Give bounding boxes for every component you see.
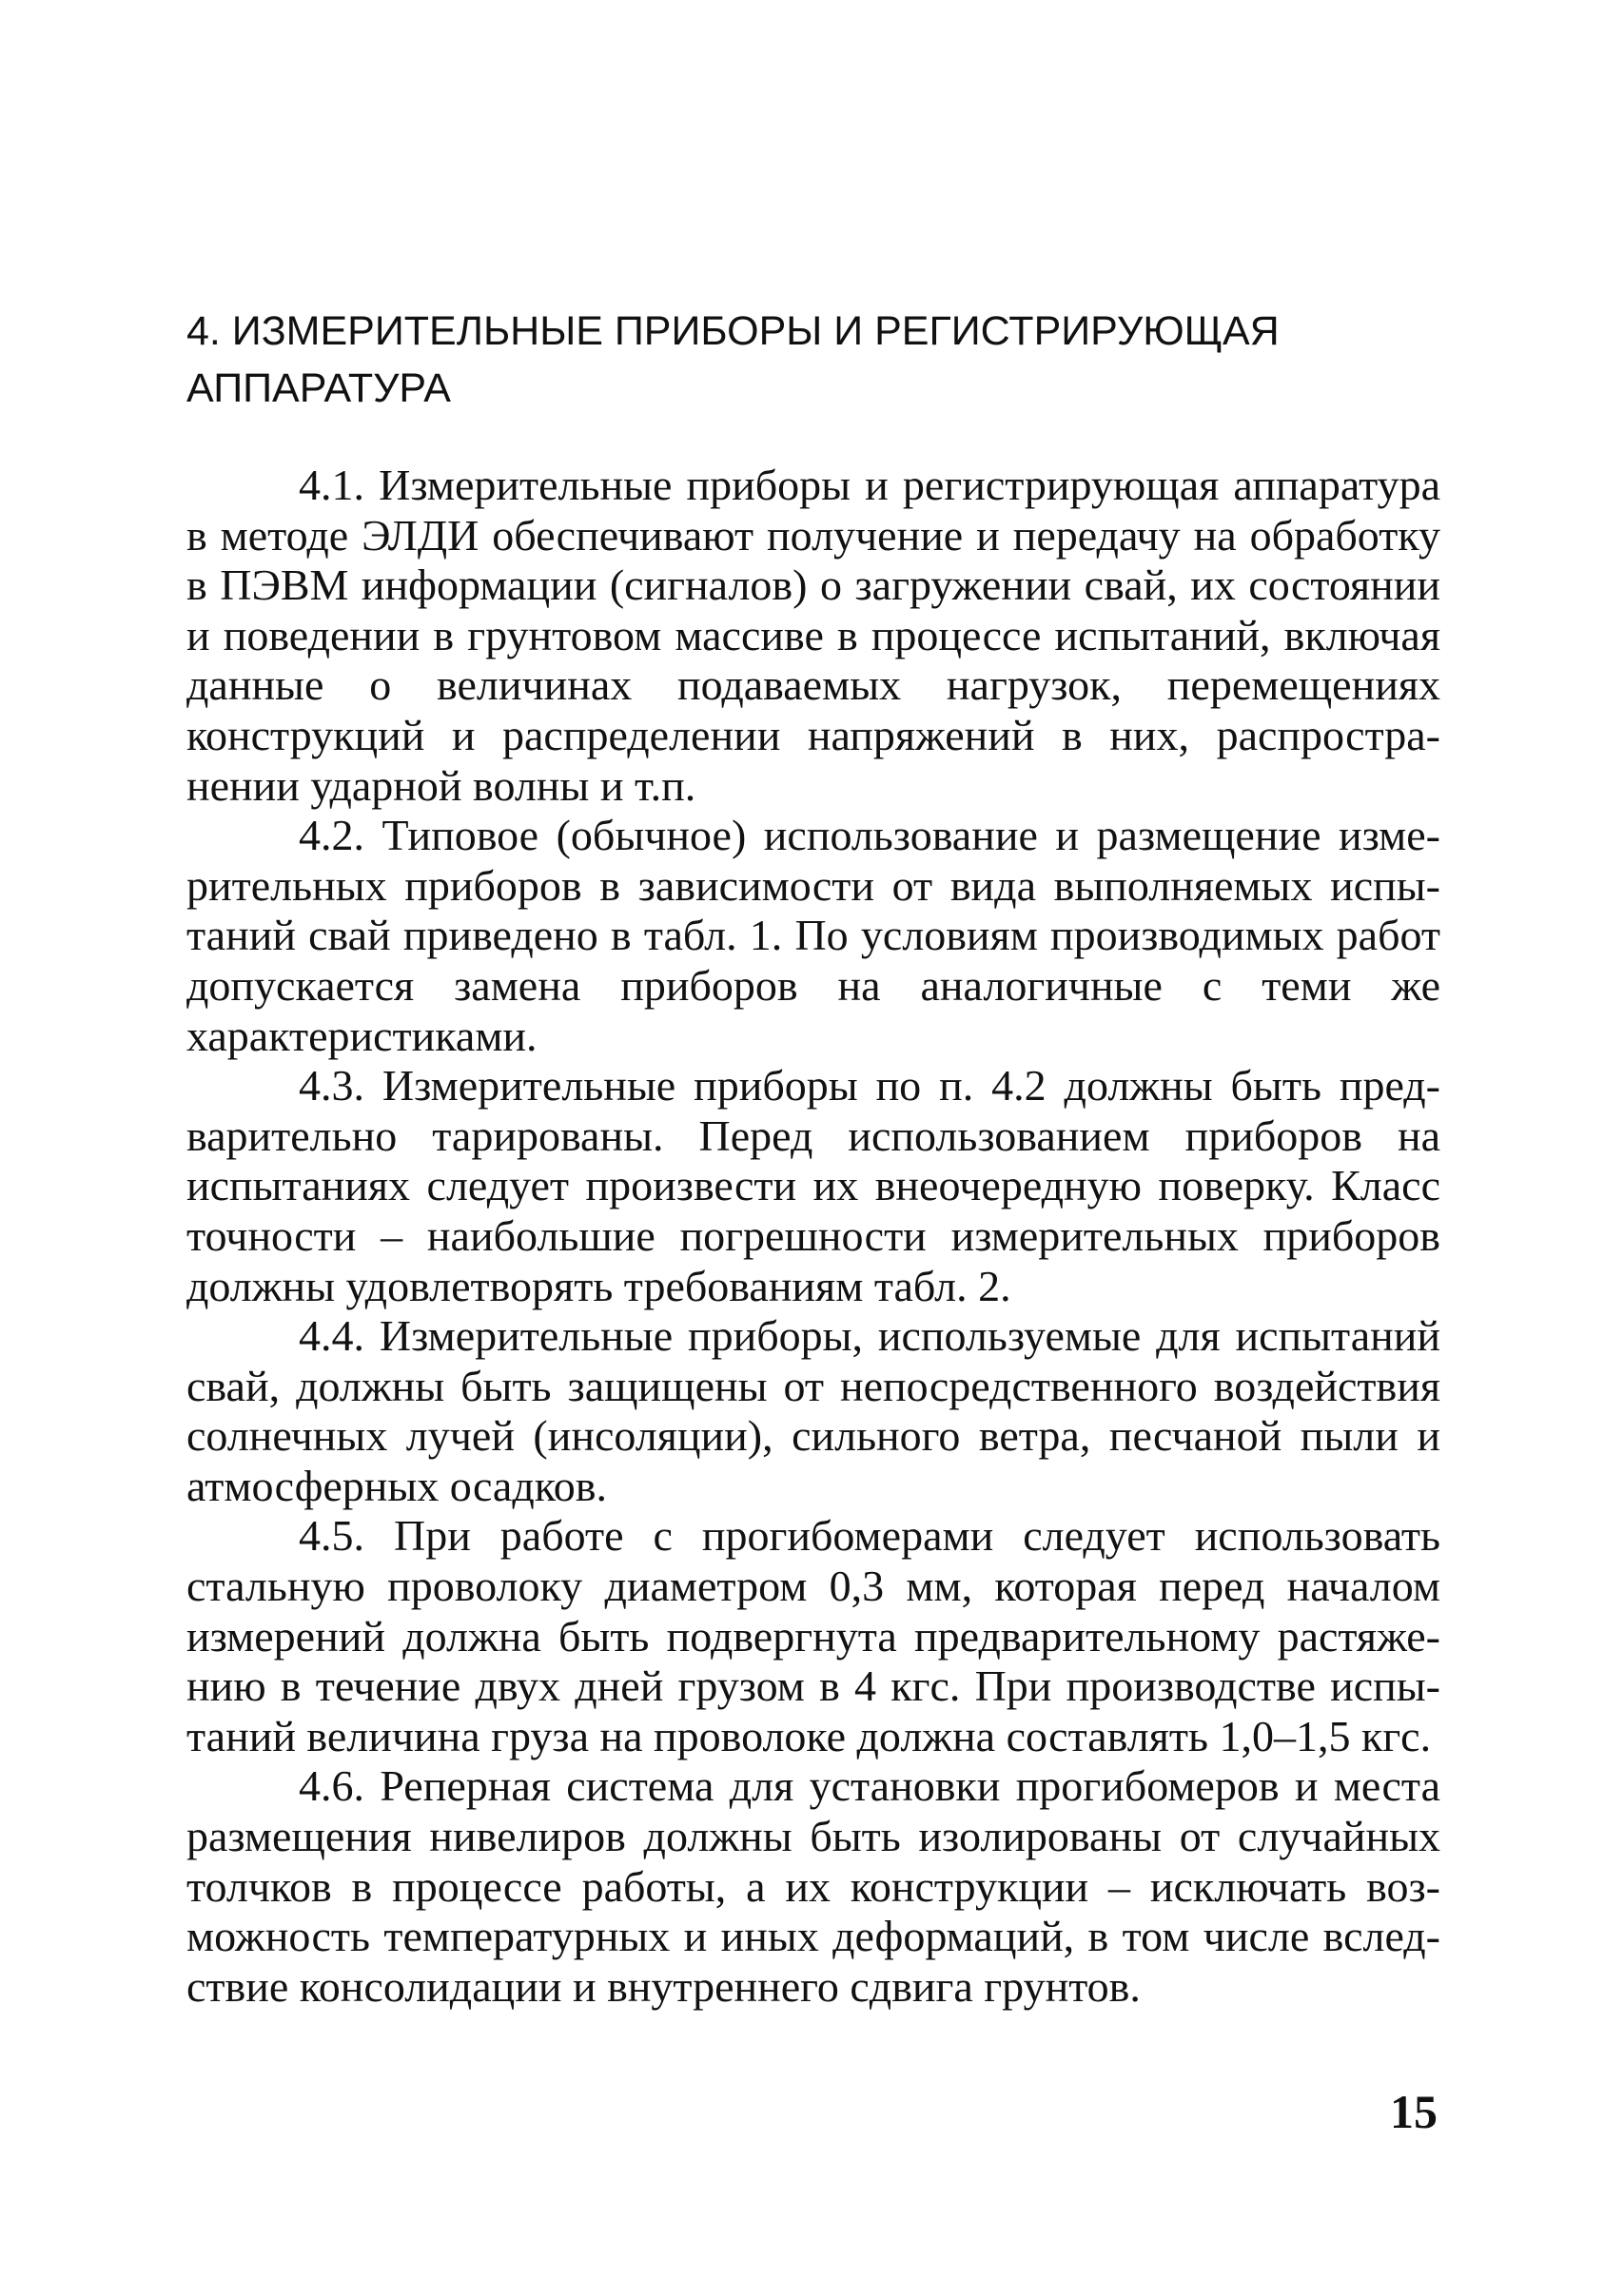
paragraph-4-6: 4.6. Реперная система для установки прогибомеров и места размещения нивелиров должны быть изолированы от случайных толчков в процессе работы, а их конструкции – исключать возможность температурных и иных деформаций, в том числе вследствие консолидации и внутреннего сдвига грунтов. <box>186 1761 1440 2011</box>
paragraph-4-4: 4.4. Измерительные приборы, используемые для испытаний свай, должны быть защищены от непосредственного воздействия солнечных лучей (инсоляции), сильного ветра, песчаной пыли и атмосферных осадков. <box>186 1311 1440 1510</box>
section-heading: 4. ИЗМЕРИТЕЛЬНЫЕ ПРИБОРЫ И РЕГИСТРИРУЮЩАЯ АППАРАТУРА <box>186 308 1280 411</box>
body-text <box>186 461 1440 2012</box>
paragraph-4-1: 4.1. Измерительные приборы и регистрирующая аппаратура в методе ЭЛДИ обеспечивают получение и передачу на обработку в ПЭВМ информации (сигналов) о загружении свай, их состоянии и поведении в грунтовом массиве в процессе испытаний, включая данные о величинах подаваемых нагрузок, перемещениях конструкций и распределении напряжений в них, распространении ударной волны и т.п. <box>186 461 1440 810</box>
paragraph-4-2: 4.2. Типовое (обычное) использование и размещение измерительных приборов в зависимости от вида выполняемых испытаний свай приведено в табл. 1. По условиям производимых работ допускается замена приборов на аналогичные с теми же характеристиками. <box>186 811 1440 1060</box>
paragraph-4-3: 4.3. Измерительные приборы по п. 4.2 должны быть предварительно тарированы. Перед использованием приборов на испытаниях следует произвести их внеочередную поверку. Класс точности – наибольшие погрешности измерительных приборов должны удовлетворять требованиям табл. 2. <box>186 1061 1440 1310</box>
paragraph-4-5: 4.5. При работе с прогибомерами следует использовать стальную проволоку диаметром 0,3 мм, которая перед началом измерений должна быть подвергнута предварительному растяжению в течение двух дней грузом в 4 кгс. При производстве испытаний величина груза на проволоке должна составлять 1,0–1,5 кгс. <box>186 1511 1440 1760</box>
page-number: 15 <box>1390 2085 1438 2138</box>
